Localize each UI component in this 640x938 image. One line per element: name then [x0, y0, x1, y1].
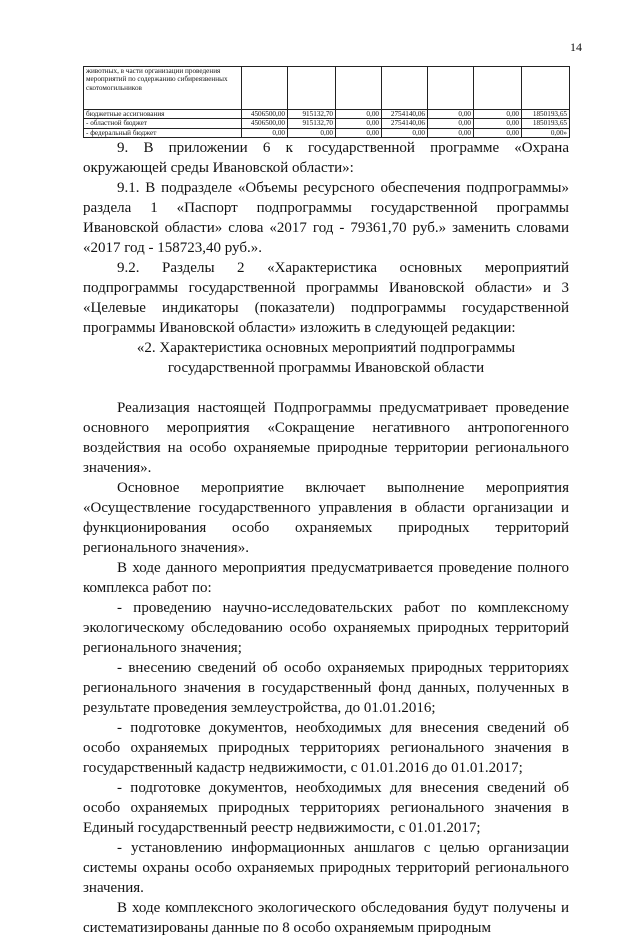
table-cell: 2754140,06: [382, 119, 428, 128]
table-cell: 0,00: [336, 110, 382, 119]
list-item: - подготовке документов, необходимых для внесения сведений об особо охраняемых природных территориях регионального значения в Единый государственный реестр недвижимости, с 01.01.2017;: [83, 780, 569, 836]
table-cell: 0,00: [474, 128, 522, 137]
paragraph-9-2: 9.2. Разделы 2 «Характеристика основных мероприятий подпрограммы государственной программы Ивановской области» и 3 «Целевые индикаторы (показатели) подпрограммы государственной программы Ивановской области» изложить в следующей редакции:: [83, 260, 569, 336]
table-cell: 0,00: [288, 128, 336, 137]
table-cell: 4506500,00: [242, 119, 288, 128]
table-row: [84, 119, 570, 128]
table-row: [84, 67, 570, 110]
table-row: [84, 110, 570, 119]
paragraph-9: 9. В приложении 6 к государственной программе «Охрана окружающей среды Ивановской области»:: [83, 140, 569, 176]
table-cell: 1850193,65: [522, 119, 570, 128]
paragraph-realization: Реализация настоящей Подпрограммы предусматривает проведение основного мероприятия «Сокращение негативного антропогенного воздействия на особо охраняемые природные территории регионального значения».: [83, 400, 569, 476]
table-cell: 0,00: [474, 119, 522, 128]
table-cell: 0,00: [474, 110, 522, 119]
table-cell: [336, 67, 382, 110]
table-cell: 0,00»: [522, 128, 570, 137]
table-cell: - федеральный бюджет: [84, 128, 242, 137]
paragraph-course: В ходе данного мероприятия предусматривается проведение полного комплекса работ по:: [83, 560, 569, 596]
table-cell: 0,00: [428, 119, 474, 128]
document-body: [83, 138, 569, 938]
table-cell: [382, 67, 428, 110]
table-cell: бюджетные ассигнования: [84, 110, 242, 119]
table-cell: [242, 67, 288, 110]
section-heading-line-2: государственной программы Ивановской области: [167, 360, 485, 376]
list-item: - подготовке документов, необходимых для внесения сведений об особо охраняемых природных территориях регионального значения в государственный кадастр недвижимости, с 01.01.2016 до 01.01.2017;: [83, 720, 569, 776]
table-cell: 4506500,00: [242, 110, 288, 119]
table-cell: 0,00: [336, 128, 382, 137]
blank-line: [83, 378, 569, 398]
list-item: - проведению научно-исследовательских работ по комплексному экологическому обследованию особо охраняемых природных территорий регионального значения;: [83, 600, 569, 656]
table-cell: 915132,70: [288, 119, 336, 128]
table-row: [84, 128, 570, 137]
table-cell: животных, в части организации проведения мероприятий по содержанию сибиреязвенных скотомогильников: [84, 67, 242, 110]
page-number: 14: [570, 40, 582, 54]
table-cell: 1850193,65: [522, 110, 570, 119]
table-cell: [428, 67, 474, 110]
table-cell: 2754140,06: [382, 110, 428, 119]
table-cell: 915132,70: [288, 110, 336, 119]
table-cell: 0,00: [242, 128, 288, 137]
list-item: - внесению сведений об особо охраняемых природных территориях регионального значения в государственный фонд данных, полученных в результате проведения землеустройства, до 01.01.2016;: [83, 660, 569, 716]
section-heading-line-1: «2. Характеристика основных мероприятий подпрограммы: [136, 340, 516, 356]
paragraph-9-1: 9.1. В подразделе «Объемы ресурсного обеспечения подпрограммы» раздела 1 «Паспорт подпрограммы государственной программы Ивановской области» слова «2017 год - 79361,70 руб.» заменить словами «2017 год - 158723,40 руб.».: [83, 180, 569, 256]
table-cell: 0,00: [428, 110, 474, 119]
paragraph-last: В ходе комплексного экологического обследования будут получены и систематизированы данные по 8 особо охраняемым природным: [83, 900, 569, 936]
table-cell: - областной бюджет: [84, 119, 242, 128]
table-cell: [288, 67, 336, 110]
paragraph-main-activity: Основное мероприятие включает выполнение мероприятия «Осуществление государственного управления в области организации и функционирования особо охраняемых природных территорий регионального значения».: [83, 480, 569, 556]
budget-table: [83, 66, 570, 138]
table-cell: 0,00: [382, 128, 428, 137]
table-cell: [474, 67, 522, 110]
table-cell: [522, 67, 570, 110]
list-item: - установлению информационных аншлагов с целью организации системы охраны особо охраняемых природных территорий регионального значения.: [83, 840, 569, 896]
table-cell: 0,00: [336, 119, 382, 128]
table-cell: 0,00: [428, 128, 474, 137]
